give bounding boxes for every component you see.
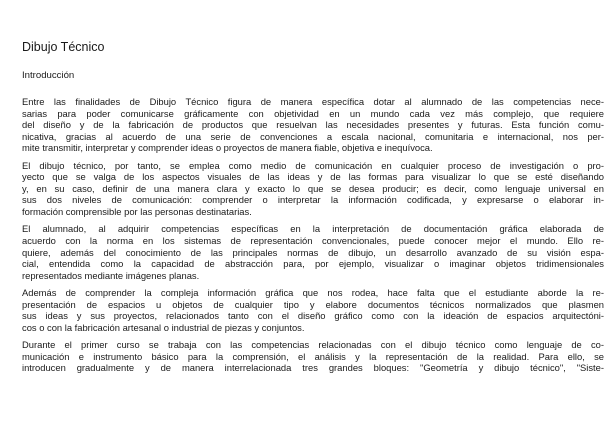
section-heading-introduccion: Introducción <box>22 70 75 81</box>
document-title: Dibujo Técnico <box>22 40 105 54</box>
text-line: sus ideas y sus proyectos, relacionados tanto con el diseño gráfico como con la ideación de espacios arquitectóni- <box>22 310 604 322</box>
text-line: Además de comprender la compleja información gráfica que nos rodea, hace falta que el estudiante aborde la re- <box>22 287 604 299</box>
document-body <box>22 96 604 380</box>
text-line: El alumnado, al adquirir competencias específicas en la interpretación de documentación gráfica elaborada de <box>22 223 604 235</box>
text-line: y, en su caso, definir de una manera clara y exacto lo que se desea producir; es decir, como lenguaje universal en <box>22 182 604 194</box>
paragraph <box>22 96 604 154</box>
text-line: quiere, además del conocimiento de las principales normas de dibujo, un desarrollo avanzado de su visión espa- <box>22 246 604 258</box>
text-line: yecto que se valga de los aspectos visuales de las ideas y de las formas para visualizar lo que se esté diseñando <box>22 171 604 183</box>
text-line: nicativa, gracias al acuerdo de una serie de convenciones a escala nacional, comunitaria e internacional, nos per- <box>22 130 604 142</box>
text-line: municación e instrumento básico para la comprensión, el análisis y la representación de la realidad. Para ello, se <box>22 350 604 362</box>
paragraph <box>22 223 604 281</box>
text-line: presentación de espacios u objetos de cualquier tipo y elabore documentos técnicos normalizados que plasmen <box>22 298 604 310</box>
text-line: cial, entendida como la capacidad de abstracción para, por ejemplo, visualizar o imaginar objetos tridimensionales <box>22 258 604 270</box>
text-line: Entre las finalidades de Dibujo Técnico figura de manera específica dotar al alumnado de las competencias nece- <box>22 96 604 107</box>
text-line: sarias para poder comunicarse gráficamente con objetividad en un mundo cada vez más complejo, que requiere <box>22 107 604 119</box>
text-line: representados mediante imágenes planas. <box>22 269 200 281</box>
text-line: Durante el primer curso se trabaja con las competencias relacionadas con el dibujo técnico como lenguaje de co- <box>22 339 604 351</box>
paragraph <box>22 287 604 333</box>
text-line: introducen gradualmente y de manera interrelacionada tres grandes bloques: "Geometría y dibujo técnico", "Siste- <box>22 362 604 374</box>
text-line: sus dos niveles de comunicación: comprender o interpretar la información codificada, y expresarse o elaborar in- <box>22 194 604 206</box>
text-line: acuerdo con la norma en los sistemas de representación convencionales, puede conocer mejor el mundo. Ello re- <box>22 235 604 247</box>
paragraph <box>22 339 604 374</box>
text-line: mite transmitir, interpretar y comprender ideas o proyectos de manera fiable, objetiva e inequívoca. <box>22 142 433 154</box>
paragraph <box>22 160 604 218</box>
text-line: del diseño y de la fabricación de productos que resuelvan las necesidades presentes y futuras. Esta función comu- <box>22 119 604 131</box>
text-line: formación comprensible por las personas destinatarias. <box>22 205 252 217</box>
text-line: cos o con la fabricación artesanal o industrial de piezas y conjuntos. <box>22 321 305 333</box>
text-line: El dibujo técnico, por tanto, se emplea como medio de comunicación en cualquier proceso de investigación o pro- <box>22 159 604 171</box>
